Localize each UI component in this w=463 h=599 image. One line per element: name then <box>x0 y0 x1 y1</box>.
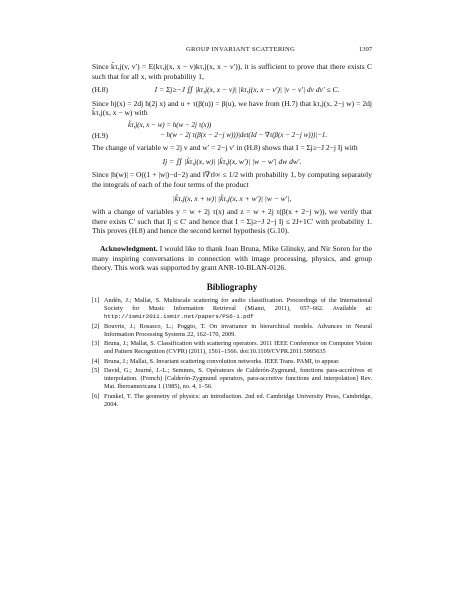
paragraph-4: Since |h(w)| = O((1 + |w|)−d−2) and ‖∇τ‖∞ ≤ 1/2 with probability 1, by computing separately the integrals of each of the four terms of the product <box>92 170 372 189</box>
bibliography-title: Bibliography <box>206 281 258 292</box>
equation-label-h8: (H.8) <box>92 85 109 95</box>
equation-h8 <box>92 85 372 95</box>
paragraph-5: with a change of variables y = w + 2j τ(x) and z = w + 2j τ(β(x + 2−j w)), we verify that there exists C′ such that Ij ≤ C′ and hence that I = Σj≥−J 2−j Ij ≤ 2J+1C′ with probability 1. This proves (H.8) and hence the second kernel hypothesis (G.10). <box>92 207 372 236</box>
reference-item: [5] David, G.; Journé, J.-L.; Semmes, S. Opérateurs de Calderón-Zygmund, fonctions para-accrétives et interpolation. (French) [Calderón-Zygmund operators, para-accretive functions and interpolation] Rev. Mat. Iberoamericana 1 (1985), no. 4, 1–56. <box>92 367 372 391</box>
reference-item: [3] Bruna, J.; Mallat, S. Classification with scattering operators. 2011 IEEE Conference on Computer Vision and Pattern Recognition (CVPR) (2011), 1561–1566. doi:10.1109/CVPR.2011.5995635 <box>92 340 372 356</box>
acknowledgment <box>92 244 372 273</box>
acknowledgment-text: I would like to thank Joan Bruna, Mike Glinsky, and Nir Soren for the many inspiring conversations in connection with image processing, physics, and group theory. This work was supported by grant ANR-10-BLAN-0126. <box>92 243 372 273</box>
equation-product <box>92 194 372 204</box>
reference-item: [4] Bruna, J.; Mallat, S. Invariant scattering convolution networks. IEEE Trans. PAMI, to appear. <box>92 357 340 365</box>
acknowledgment-title: Acknowledgment. <box>100 243 158 253</box>
paragraph-1: Since k̃τ,j(v, v′) = E(kτ,j(x, x − v)kτ,j(x, x − v′)), it is sufficient to prove that there exists C such that for all x, with probability 1, <box>92 62 372 81</box>
reference-link[interactable]: http://ismir2011.ismir.net/papers/PS6-1.pdf <box>104 313 254 321</box>
equation-h9 <box>92 121 372 140</box>
equation-h9-line-1: k̃τ,j(x, x − w) = h(w − 2j τ(x)) <box>128 120 212 129</box>
equation-product-body: |k̃τ,j(x, x + w)| |k̃τ,j(x, x + w′)| |w − w′|, <box>172 193 292 203</box>
reference-list <box>92 297 372 409</box>
body-text <box>92 62 372 410</box>
equation-label-h9: (H.9) <box>92 130 109 140</box>
paragraph-3: The change of variable w = 2j v and w′ = 2−j v′ in (H.8) shows that I = Σj≥−J 2−j Ij with <box>92 143 358 153</box>
equation-ij <box>92 157 372 167</box>
equation-h8-body: I = Σj≥−J ∬ |kτ,j(x, x − v)| |kτ,j(x, x − v′)| |v − v′| dv dv′ ≤ C. <box>154 85 340 95</box>
page-header <box>0 46 463 58</box>
reference-item: [6] Frankel, T. The geometry of physics: an introduction. 2nd ed. Cambridge University Press, Cambridge, 2004. <box>92 392 372 408</box>
equation-h9-line-2: − h(w − 2j τ(β(x − 2−j w)))|det(Id − ∇τ(β(x − 2−j w)))|−1. <box>160 130 328 139</box>
paragraph-2: Since hj(x) = 2dj h(2j x) and u + τ(β(u)) = β(u), we have from (H.7) that kτ,j(x, 2−j w) = 2dj k̃τ,j(x, x − w) with <box>92 98 372 118</box>
equation-ij-body: Ij = ∬ |k̃τ,j(x, w)| |k̃τ,j(x, w′)| |w − w′| dw dw′. <box>162 156 302 166</box>
page-number: 1397 <box>359 46 373 53</box>
running-head: GROUP INVARIANT SCATTERING <box>186 46 296 53</box>
reference-item: [1] Andén, J.; Mallat, S. Multiscale scattering for audio classification. Proceedings of the International Society for Music Information Retrieval (Miami, 2011), 657–662. Available at: http://ismir2011.ismir.net/papers/PS6-1.pdf <box>92 297 372 321</box>
reference-item: [2] Bouvrie, J.; Rosasco, L.; Poggio, T. On invariance in hierarchical models. Advances in Neural Information Processing Systems 22, 162–170, 2009. <box>92 322 372 338</box>
